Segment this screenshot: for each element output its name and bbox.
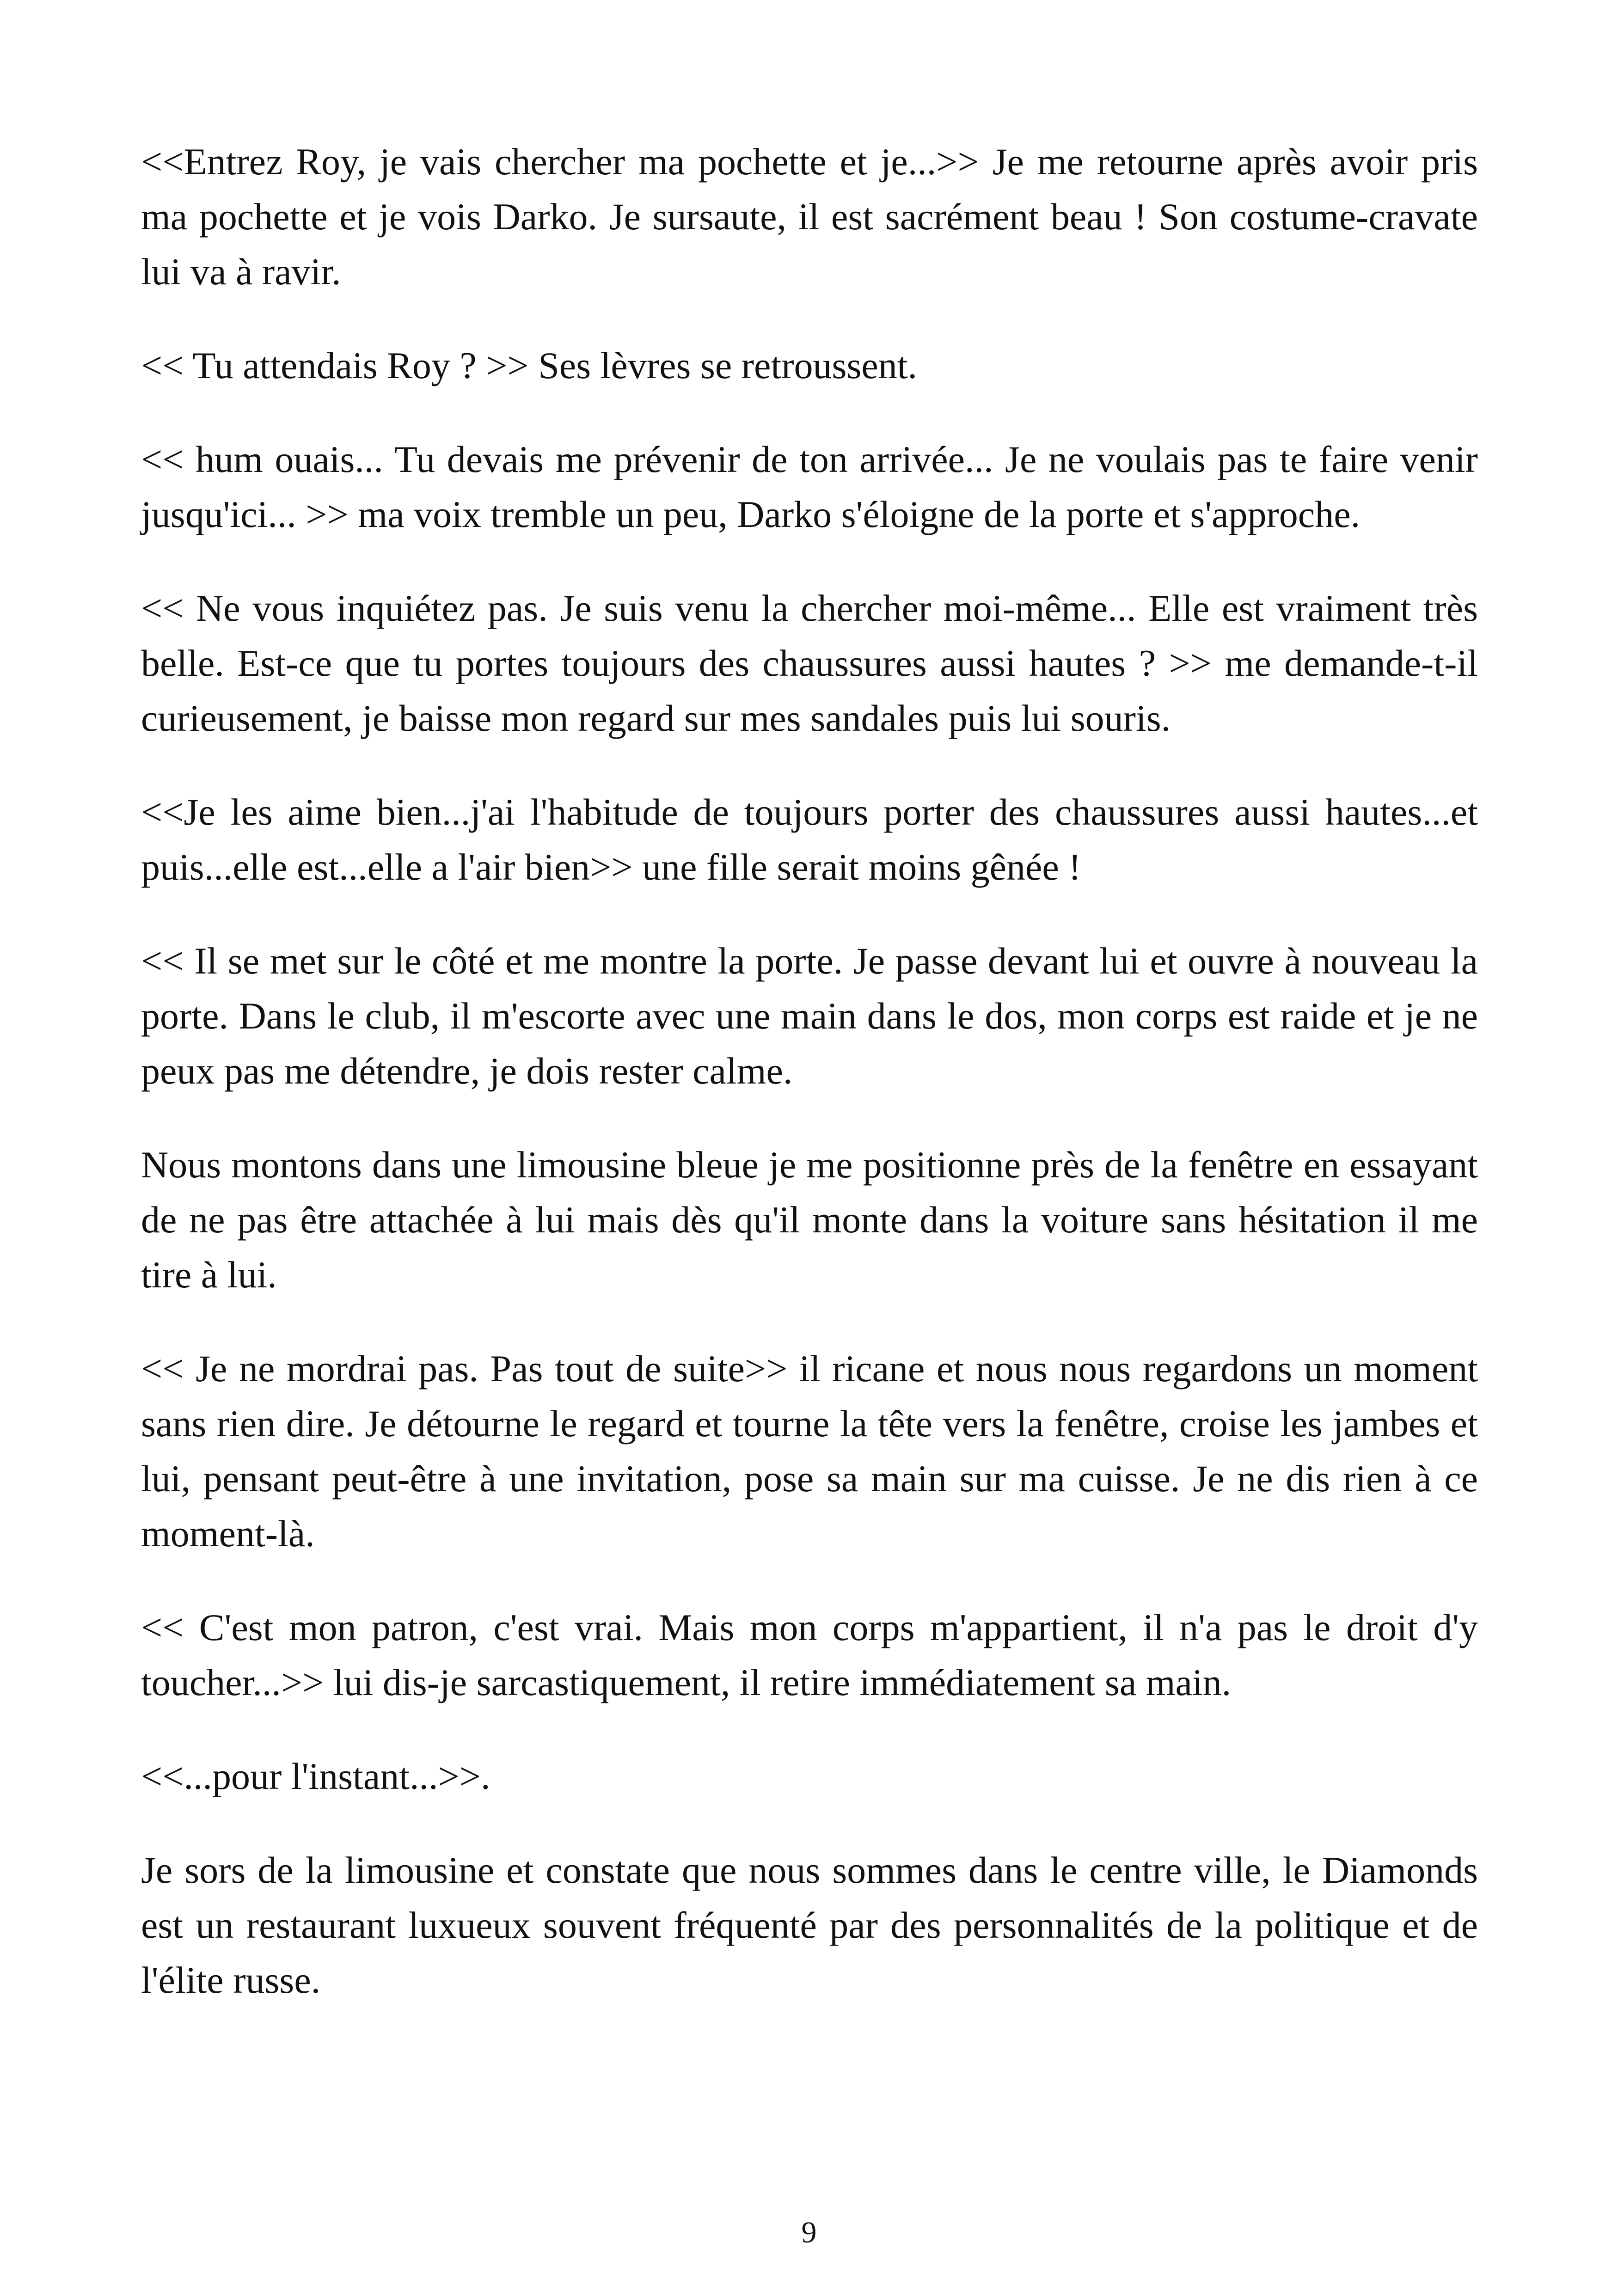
paragraph: << Il se met sur le côté et me montre la porte. Je passe devant lui et ouvre à nouveau la porte. Dans le club, il m'escorte avec une main dans le dos, mon corps est raide et je ne peux pas me détendre, je dois rester calme.	[141, 940, 1478, 1092]
paragraph: << Ne vous inquiétez pas. Je suis venu la chercher moi-même... Elle est vraiment très belle. Est-ce que tu portes toujours des chaussures aussi hautes ? >> me demande-t-il curieusement, je baisse mon regard sur mes sandales puis lui souris.	[141, 587, 1478, 739]
paragraph: <<...pour l'instant...>>.	[141, 1755, 490, 1797]
paragraph: << C'est mon patron, c'est vrai. Mais mon corps m'appartient, il n'a pas le droit d'y toucher...>> lui dis-je sarcastiquement, il retire immédiatement sa main.	[141, 1606, 1478, 1703]
page-number: 9	[801, 2216, 817, 2249]
paragraph: << Tu attendais Roy ? >> Ses lèvres se retroussent.	[141, 344, 918, 386]
paragraph: Je sors de la limousine et constate que nous sommes dans le centre ville, le Diamonds est un restaurant luxueux souvent fréquenté par des personnalités de la politique et de l'élite russe.	[141, 1849, 1478, 2001]
paragraph: <<Entrez Roy, je vais chercher ma pochette et je...>> Je me retourne après avoir pris ma pochette et je vois Darko. Je sursaute, il est sacrément beau ! Son costume-cravate lui va à ravir.	[141, 141, 1478, 293]
paragraph: <<Je les aime bien...j'ai l'habitude de toujours porter des chaussures aussi hautes...et puis...elle est...elle a l'air bien>> une fille serait moins gênée !	[141, 791, 1478, 888]
paragraph: << Je ne mordrai pas. Pas tout de suite>> il ricane et nous nous regardons un moment sans rien dire. Je détourne le regard et tourne la tête vers la fenêtre, croise les jambes et lui, pensant peut-être à une invitation, pose sa main sur ma cuisse. Je ne dis rien à ce moment-là.	[141, 1347, 1478, 1555]
paragraph: Nous montons dans une limousine bleue je me positionne près de la fenêtre en essayant de ne pas être attachée à lui mais dès qu'il monte dans la voiture sans hésitation il me tire à lui.	[141, 1144, 1478, 1296]
paragraph: << hum ouais... Tu devais me prévenir de ton arrivée... Je ne voulais pas te faire venir jusqu'ici... >> ma voix tremble un peu, Darko s'éloigne de la porte et s'approche.	[141, 438, 1478, 535]
page-body	[141, 134, 1478, 2046]
